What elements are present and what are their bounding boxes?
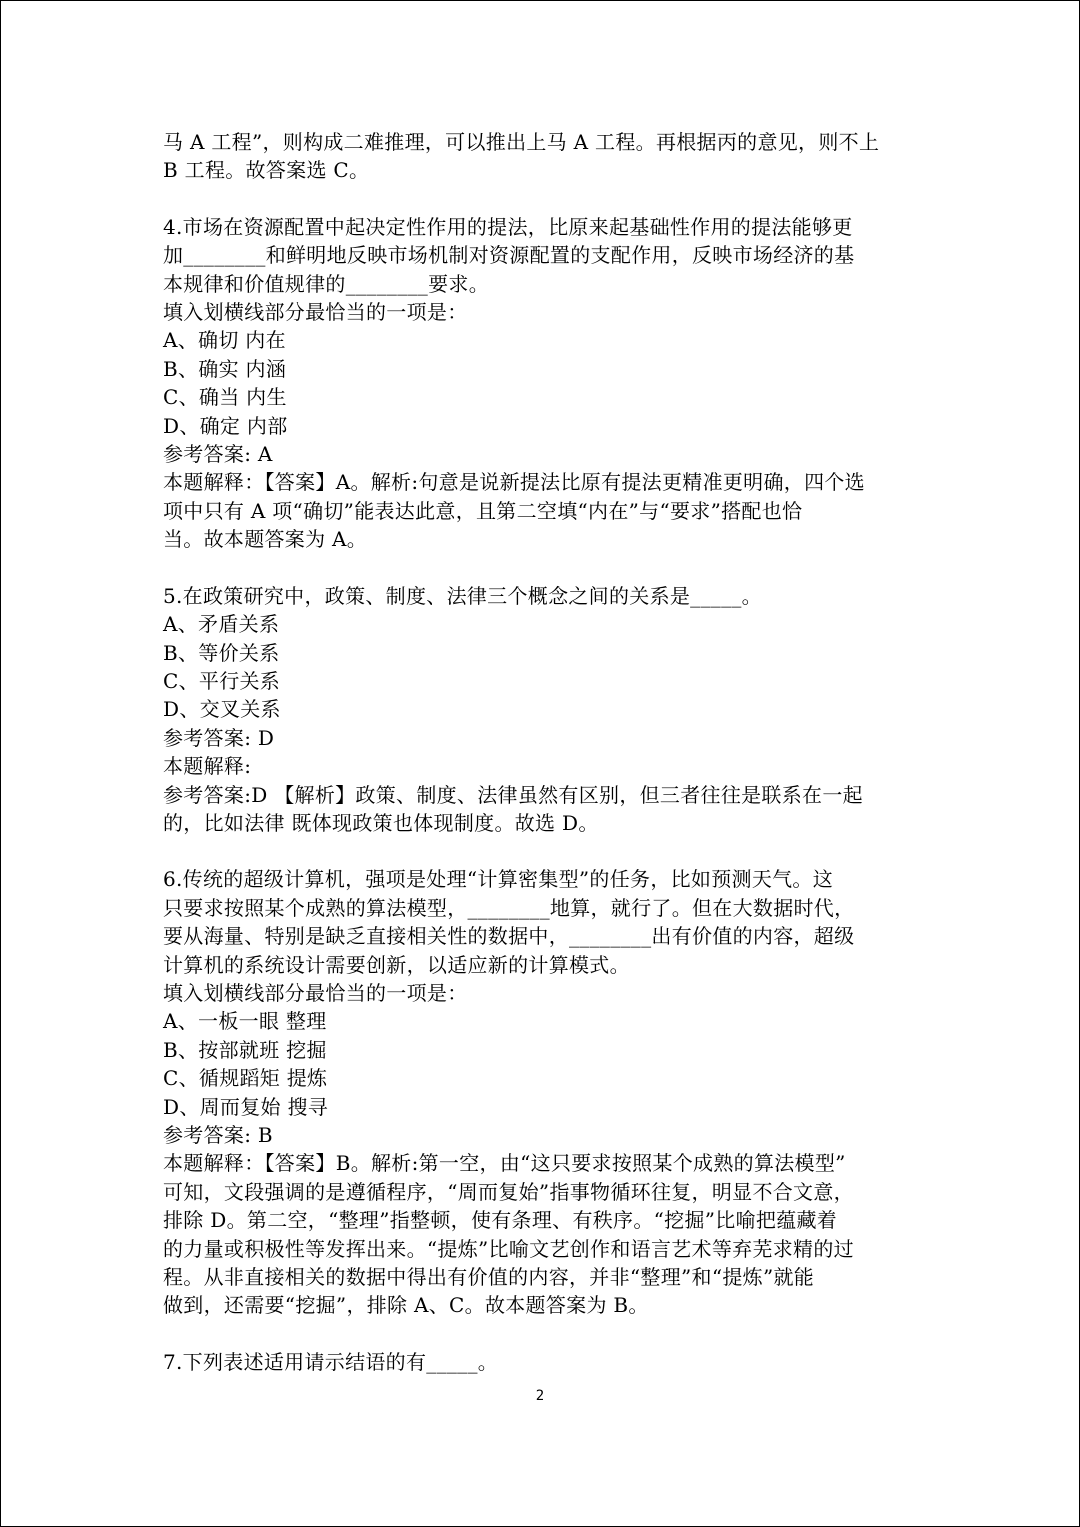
- question-stem-line: 5.在政策研究中，政策、制度、法律三个概念之间的关系是_____。: [163, 583, 762, 608]
- explanation-line: 项中只有 A 项“确切”能表达此意，且第二空填“内在”与“要求”搭配也恰: [163, 498, 803, 523]
- reference-answer: 参考答案: B: [163, 1123, 273, 1147]
- option-c: C、确当 内生: [163, 385, 287, 410]
- question-stem-line: 要从海量、特别是缺乏直接相关性的数据中，________出有价值的内容，超级: [163, 924, 855, 949]
- question-stem-line: 7.下列表述适用请示结语的有_____。: [163, 1349, 499, 1374]
- question-prompt: 填入划横线部分最恰当的一项是：: [163, 980, 468, 1005]
- page-number: 2: [535, 1388, 545, 1404]
- question-stem-line: 加________和鲜明地反映市场机制对资源配置的支配作用，反映市场经济的基: [163, 243, 855, 268]
- question-stem-line: 本规律和价值规律的________要求。: [163, 271, 489, 296]
- option-b: B、按部就班 挖掘: [163, 1037, 327, 1062]
- explanation-line: 程。从非直接相关的数据中得出有价值的内容，并非“整理”和“提炼”就能: [163, 1265, 815, 1290]
- document-body: [163, 128, 918, 1376]
- question-stem-line: 6.传统的超级计算机，强项是处理“计算密集型”的任务，比如预测天气。这: [163, 867, 834, 892]
- spacer: [163, 554, 918, 582]
- explanation-line: 参考答案:D 【解析】政策、制度、法律虽然有区别，但三者往往是联系在一起: [163, 782, 863, 807]
- option-a: A、矛盾关系: [163, 612, 280, 637]
- explanation-line: 可知，文段强调的是遵循程序，“周而复始”指事物循环往复，明显不合文意，: [163, 1179, 854, 1204]
- explanation-line: 排除 D。第二空，“整理”指整顿，使有条理、有秩序。“挖掘”比喻把蕴藏着: [163, 1208, 838, 1233]
- option-d: D、交叉关系: [163, 697, 281, 722]
- explanation-line: 本题解释：【答案】A。解析:句意是说新提法比原有提法更精准更明确，四个选: [163, 470, 865, 495]
- option-b: B、等价关系: [163, 640, 280, 665]
- spacer: [163, 837, 918, 865]
- option-c: C、循规蹈矩 提炼: [163, 1066, 328, 1091]
- explanation-line: 的力量或积极性等发挥出来。“提炼”比喻文艺创作和语言艺术等弃芜求精的过: [163, 1236, 854, 1261]
- option-d: D、确定 内部: [163, 413, 288, 438]
- option-a: A、确切 内在: [163, 328, 286, 353]
- explanation-line: 的，比如法律 既体现政策也体现制度。故选 D。: [163, 810, 599, 835]
- reference-answer: 参考答案: A: [163, 442, 273, 467]
- question-4: [163, 213, 918, 554]
- reference-answer: 参考答案: D: [163, 725, 275, 750]
- spacer: [163, 1320, 918, 1348]
- question-stem-line: 只要求按照某个成熟的算法模型，________地算，就行了。但在大数据时代，: [163, 895, 855, 920]
- question-stem-line: 计算机的系统设计需要创新，以适应新的计算模式。: [163, 952, 630, 977]
- question-6: [163, 865, 918, 1320]
- option-c: C、平行关系: [163, 668, 281, 693]
- question-5: [163, 582, 918, 838]
- spacer: [163, 185, 918, 213]
- option-d: D、周而复始 搜寻: [163, 1094, 329, 1119]
- option-a: A、一板一眼 整理: [163, 1009, 327, 1034]
- text-line: B 工程。故答案选 C。: [163, 158, 370, 183]
- question-7: [163, 1348, 918, 1376]
- explanation-line: 做到，还需要“挖掘”，排除 A、C。故本题答案为 B。: [163, 1293, 649, 1318]
- explanation-label: 本题解释:: [163, 754, 252, 779]
- intro-paragraph: [163, 128, 918, 185]
- explanation-line: 本题解释：【答案】B。解析:第一空，由“这只要求按照某个成熟的算法模型”: [163, 1151, 846, 1176]
- text-line: 马 A 工程”，则构成二难推理，可以推出上马 A 工程。再根据丙的意见，则不上: [163, 130, 880, 154]
- explanation-line: 当。故本题答案为 A。: [163, 527, 368, 552]
- option-b: B、确实 内涵: [163, 356, 287, 381]
- question-stem-line: 4.市场在资源配置中起决定性作用的提法，比原来起基础性作用的提法能够更: [163, 214, 853, 239]
- question-prompt: 填入划横线部分最恰当的一项是：: [163, 300, 468, 325]
